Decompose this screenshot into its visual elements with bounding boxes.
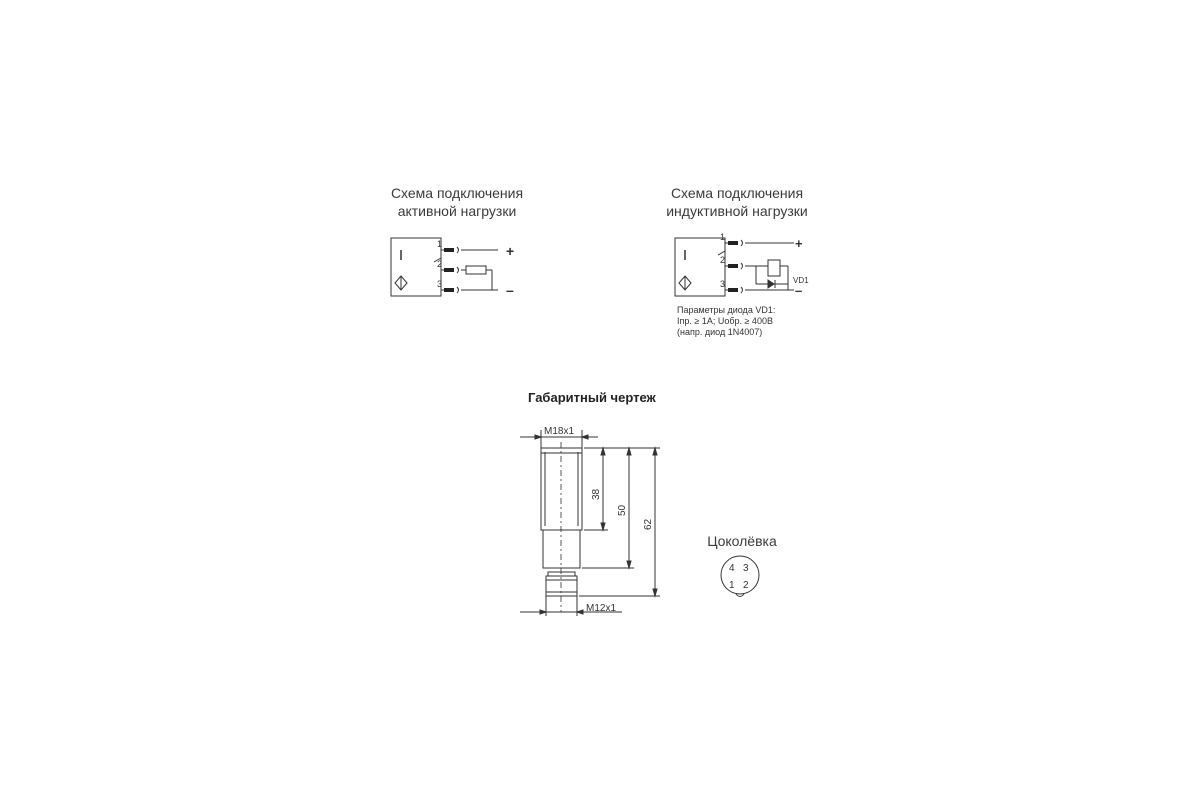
pinout-pin3-label: 3: [743, 563, 749, 574]
inductive-sensor-diamond-icon: [679, 276, 691, 290]
pinout-pin4-label: 4: [729, 563, 735, 574]
active-title-line2: активной нагрузки: [397, 203, 517, 219]
active-pin1-label: 1: [437, 239, 443, 249]
active-pin3-label: 3: [437, 279, 443, 289]
dimension-drawing-title: Габаритный чертеж: [528, 390, 656, 405]
inductive-connector-pins: [728, 241, 738, 292]
note-line3: (напр. диод 1N4007): [677, 327, 763, 337]
connector-collar: [548, 572, 575, 576]
inductive-title-line2: индуктивной нагрузки: [666, 203, 808, 219]
thread-m12-label: M12x1: [586, 603, 617, 614]
active-connector-pins: [444, 248, 454, 292]
resistor-load-icon: [466, 266, 486, 274]
relay-coil-load-icon: [768, 260, 780, 276]
inductive-pin3-label: 3: [720, 279, 726, 289]
dimension-62-label: 62: [643, 518, 654, 530]
dimension-50-label: 50: [617, 504, 628, 516]
active-plus-label: +: [506, 243, 515, 259]
pinout-connector-circle: [721, 556, 759, 594]
inductive-plus-label: +: [795, 236, 803, 251]
connector-pinout: [721, 556, 759, 597]
inductive-pin2-label: 2: [720, 255, 726, 265]
inductive-minus-label: –: [795, 283, 803, 298]
connector-m12: [546, 576, 577, 596]
inductive-title-line1: Схема подключения: [670, 185, 804, 201]
note-line2: Iпр. ≥ 1A; Uобр. ≥ 400B: [677, 316, 773, 326]
inductive-pin1-label: 1: [720, 232, 726, 242]
diode-vd1-label: VD1: [793, 276, 809, 285]
inductive-load-diagram: [675, 238, 794, 296]
sensor-dimension-drawing: [520, 430, 660, 616]
active-pin2-label: 2: [437, 259, 443, 269]
threaded-body: [541, 448, 582, 530]
active-sensor-diamond-icon: [395, 276, 407, 290]
smooth-body: [543, 530, 580, 568]
note-line1: Параметры диода VD1:: [677, 305, 776, 315]
thread-m18-label: M18x1: [544, 426, 575, 437]
diode-vd1-icon: [768, 280, 775, 288]
pinout-pin2-label: 2: [743, 580, 749, 591]
pinout-pin1-label: 1: [729, 580, 735, 591]
active-title-line1: Схема подключения: [390, 185, 524, 201]
pinout-title: Цоколёвка: [707, 533, 777, 549]
active-minus-label: –: [506, 282, 514, 298]
active-load-diagram: [391, 238, 498, 296]
dimension-38-label: 38: [591, 488, 602, 500]
